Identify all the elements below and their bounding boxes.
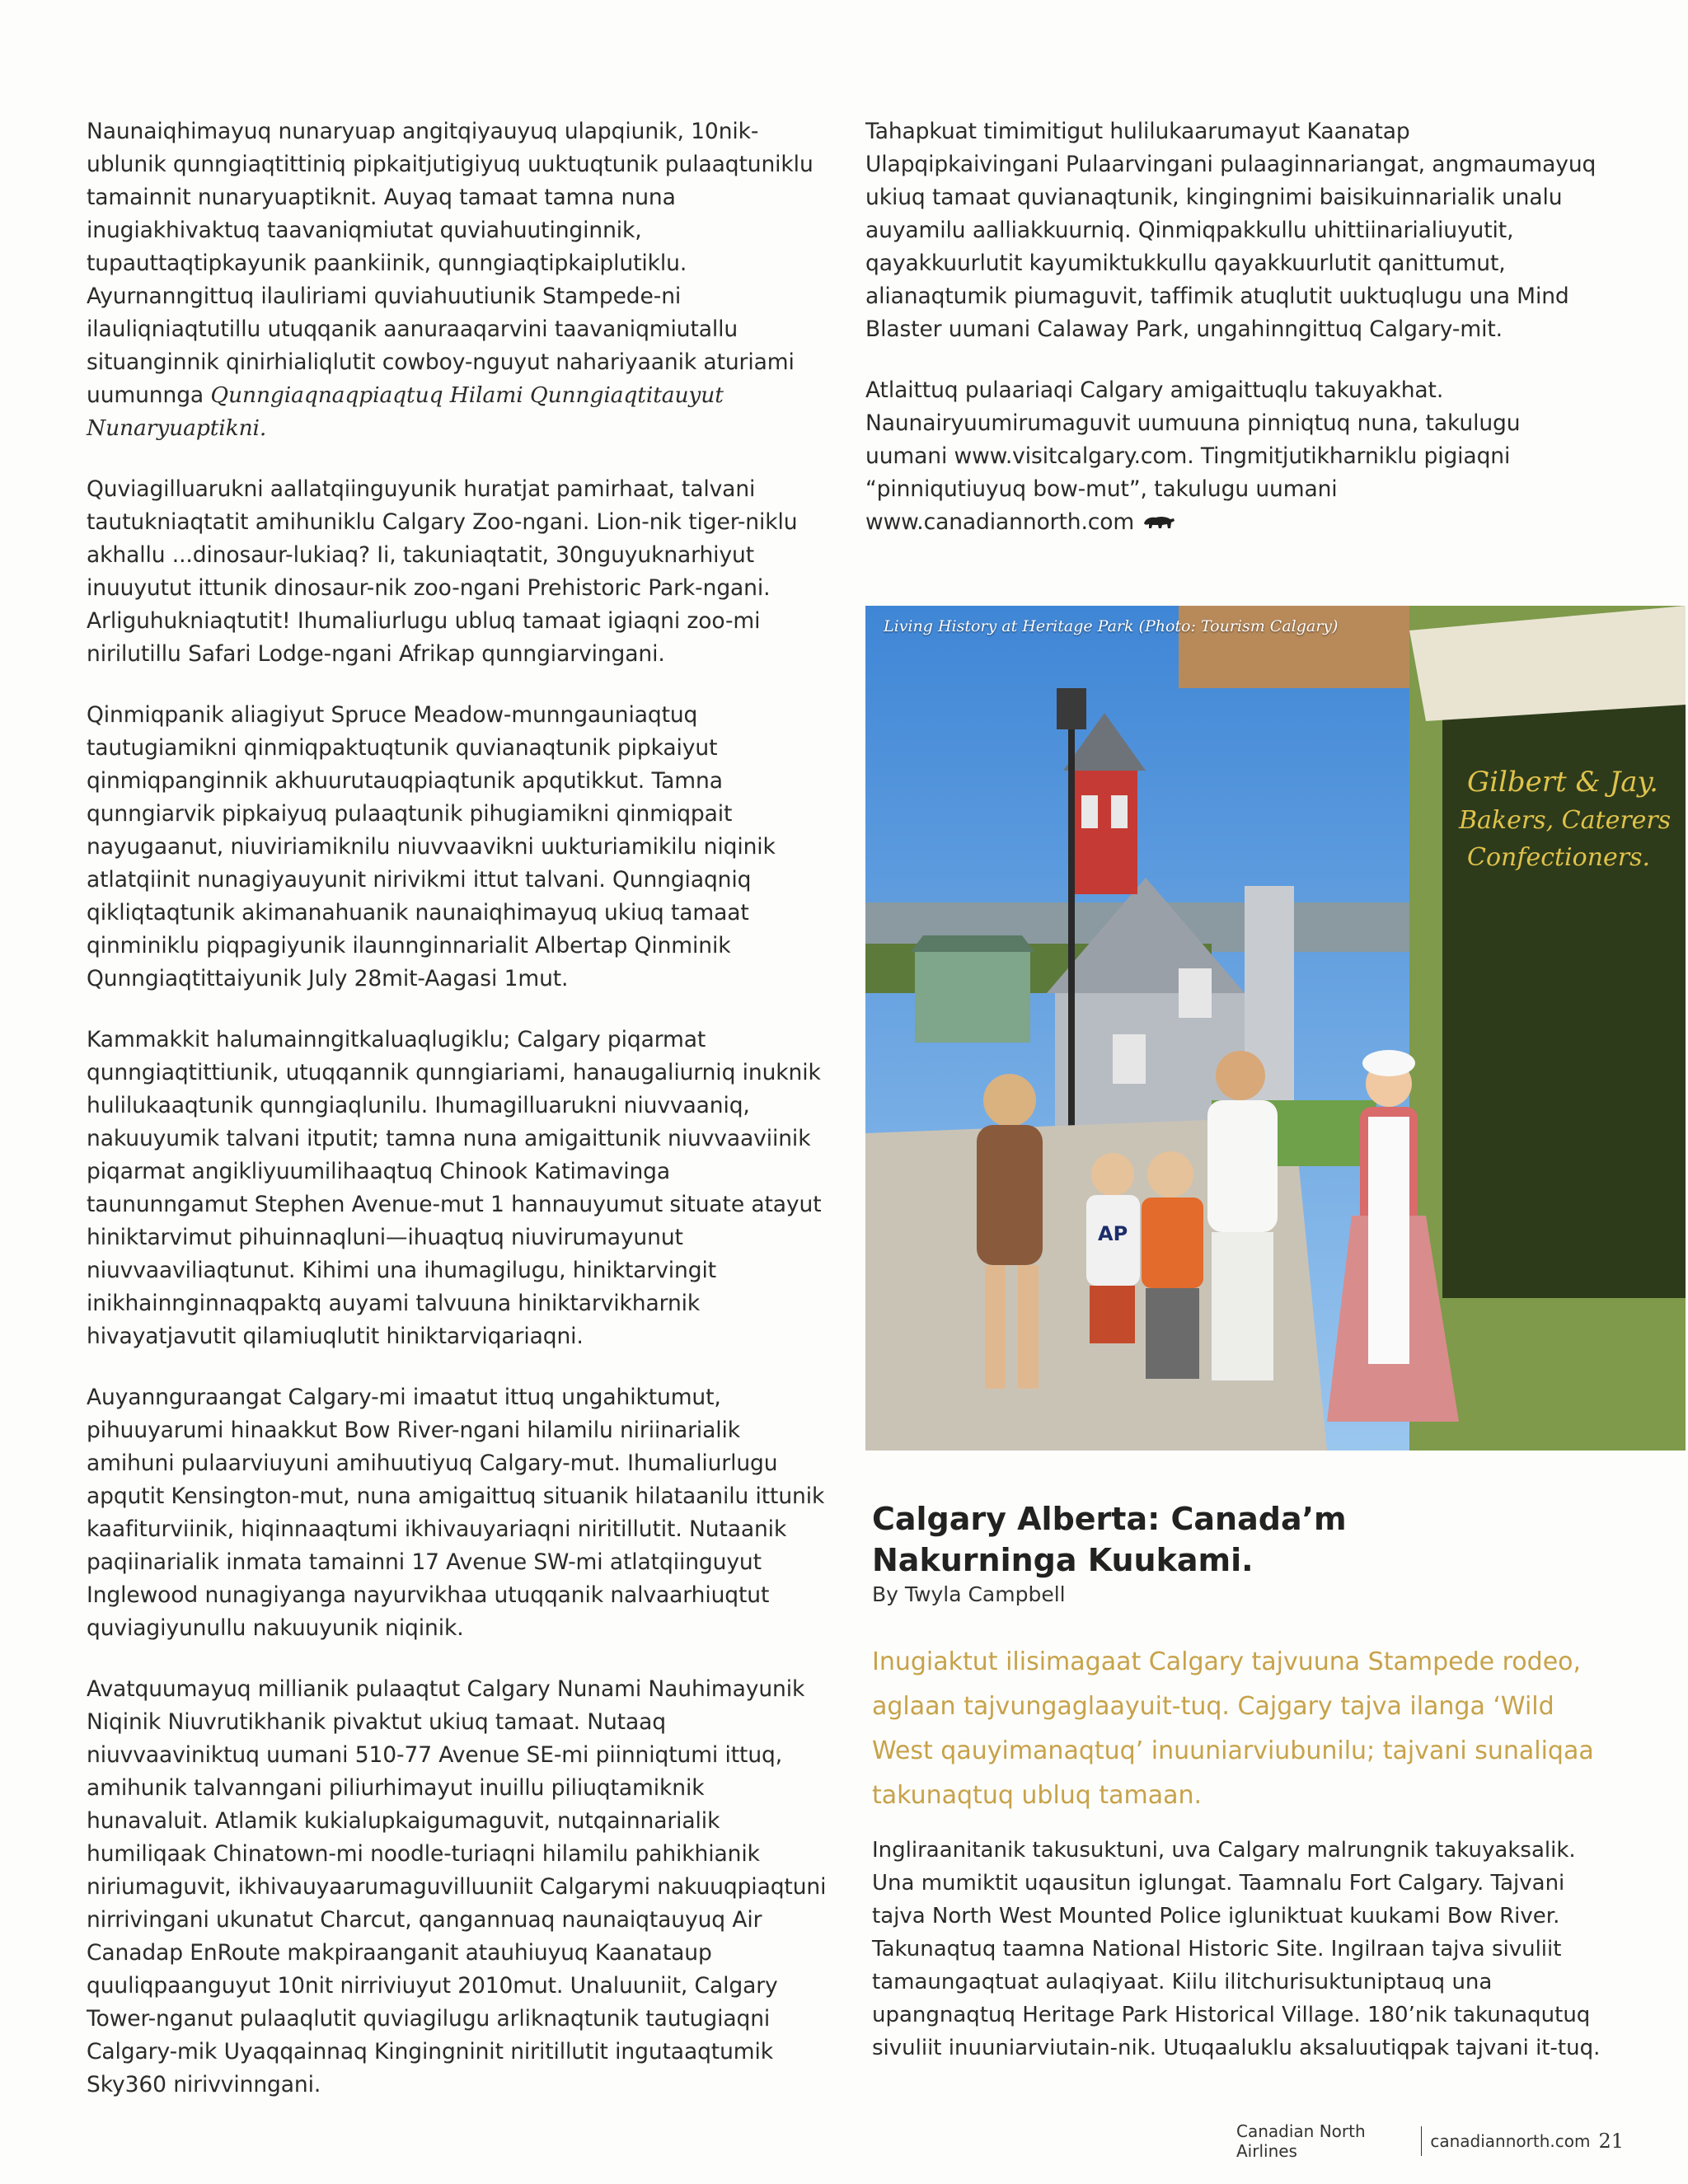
- store-sign-line3: Confectioners.: [1467, 843, 1651, 872]
- paragraph-spruce-meadows: Qinmiqpanik aliagiyut Spruce Meadow-munngauniaqtuq tautugiamikni qinmiqpaktuqtunik quvianaqtunik pipkaiyut qinmiqpanginnik akhuurutauqpiaqtunik apqutikkut. Tamna qunngiarvik pipkaiyuq pulaaqtunik pihugiamikni qinmiqpait nayugaanut, niuviriamiknilu niuvvaavikni uukturiamikilu niqinik atlatqiinit nunagiyauyunit nirivikmi ittut talvani. Qunngiaqniq qikliqtaqtunik akimanahuanik naunaiqhimayuq ukiuq tamaat qinminiklu piqpagiyunik ilaunnginnarialit Albertap Qinminik Qunngiaqtittaiyunik July 28mit-Aagasi 1mut.: [87, 702, 776, 991]
- footer-website: canadiannorth.com: [1430, 2131, 1591, 2151]
- heritage-park-photo: [865, 606, 1686, 1451]
- article-byline: By Twyla Campbell: [872, 1582, 1066, 1606]
- italic-slogan: Qunngiaqnaqpiaqtuq Hilami Qunngiaqtitauyut Nunaryuaptikni.: [87, 382, 724, 441]
- paragraph-visit-calgary: [865, 374, 1607, 540]
- store-sign-line1: Gilbert & Jay.: [1467, 766, 1658, 799]
- article-lead: Inugiaktut ilisimagaat Calgary tajvuuna Stampede rodeo, aglaan tajvungaglaayuit-tuq. Cajgary tajva ilanga ‘Wild West qauyimanaqtuq’ inuuniarviubunilu; tajvani sunaliqaa takunaqtuq ubluq tamaan.: [872, 1647, 1594, 1810]
- page-number: 21: [1598, 2130, 1624, 2153]
- title-line-1: Calgary Alberta: Canada’m: [872, 1501, 1347, 1537]
- footer-airline: Canadian North Airlines: [1236, 2121, 1366, 2161]
- photo-caption: Living History at Heritage Park (Photo: Tourism Calgary): [884, 617, 1339, 635]
- page-footer: [1236, 2121, 1624, 2161]
- article-title: [872, 1498, 1614, 1581]
- article-intro-paragraph: Ingliraanitanik takusuktuni, uva Calgary malrungnik takuyaksalik. Una mumiktit uqausitun iglungat. Taamnalu Fort Calgary. Tajvani tajva North West Mounted Police igluniktuat kuukami Bow River. Takunaqtuq taamna National Historic Site. Ingilraan tajva sivuliit tamaungaqtuat aulaqiyaat. Kiilu ilitchurisuktuniptauq una upangnaqtuq Heritage Park Historical Village. 180’nik takunaqutuq sivuliit inuuniarviutain-nik. Utuqaaluklu aksaluutiqpak tajvani it-tuq.: [872, 1838, 1601, 2060]
- paragraph-zoo: Quviagilluarukni aallatqiinguyunik huratjat pamirhaat, talvani tautukniaqtatit amihuniklu Calgary Zoo-ngani. Lion-nik tiger-niklu akhallu ...dinosaur-lukiaq? Ii, takuniaqtatit, 30nguyuknarhiyut inuuyutut ittunik dinosaur-nik zoo-ngani Prehistoric Park-ngani. Arliguhukniaqtutit! Ihumaliurlugu ubluq tamaat igiaqni zoo-mi nirilutillu Safari Lodge-ngani Afrikap qunngiarvingani.: [87, 476, 798, 667]
- paragraph-farmers-market: Avatquumayuq millianik pulaaqtut Calgary Nunami Nauhimayunik Niqinik Niuvrutikhanik pivaktut ukiuq tamaat. Nutaaq niuvvaaviniktuq uumani 510-77 Avenue SE-mi piinniqtumi ittuq, amihunik talvanngani piliurhimayut inuillu piliuqtamiknik hunavaluit. Atlamik kukialupkaigumaguvit, nutqainnarialik humiliqaak Chinatown-mi noodle-turiaqni hilamilu pahikhianik niriumaguvit, ikhivauyaarumaguvilluuniit Calgarymi nakuuqpiaqtuni nirrivingani ukunatut Charcut, qangannuaq naunaiqtauyuq Air Canadap EnRoute makpiraanganit atauhiuyuq Kaanataup quuliqpaanguyut 10nit nirriviuyut 2010mut. Unaluuniit, Calgary Tower-nganut pulaaqlutit quviagilugu arliknaqtunik tautugiaqni Calgary-mik Uyaqqainnaq Kingingninit niritillutit ingutaaqtumik Sky360 nirivvinngani.: [87, 1676, 827, 2097]
- title-line-2: Nakurninga Kuukami.: [872, 1542, 1254, 1578]
- polar-bear-icon: [1142, 507, 1175, 540]
- paragraph-stampede: [87, 115, 828, 445]
- paragraph-shopping: Kammakkit halumainngitkaluaqlugiklu; Calgary piqarmat qunngiaqtittiunik, utuqqannik qunngiariami, hanaugaliurniq inuknik hulilukaaqtunik qunngiaqlunilu. Ihumagilluarukni niuvvaaniq, nakuuyumik talvani itputit; tamna nuna amigaittunik niuvvaaviinik piqarmat angikliyuumilihaaqtuq Chinook Katimavinga taununngamut Stephen Avenue-mut 1 hannauyumut situate atayut hiniktarvimut pihuinnaqluni—ihuaqtuq niuvirumayunut niuvvaaviliaqtunut. Kihimi una ihumagilugu, hiniktarvingit inikhainnginnaqpaktq auyami talvuuna hiniktarvikharnik hivayatjavutit qilamiuqlutit hiniktarviqariaqni.: [87, 1027, 822, 1349]
- green-building: [915, 952, 1030, 1043]
- bell-tower: [1071, 771, 1137, 894]
- left-column: [87, 115, 828, 2130]
- photo-illustration: [865, 606, 1686, 1451]
- footer-divider: [1421, 2126, 1423, 2156]
- paragraph-bow-river: Auyannguraangat Calgary-mi imaatut ittuq ungahiktumut, pihuuyarumi hinaakkut Bow River-ngani hilamilu niriinarialik amihuni pulaarviuyuni amihuutiyuq Calgary-mut. Ihumaliurlugu apqutit Kensington-mut, nuna amigaittuq situanik hilataanilu ittunik kaafiturviinik, hiqinnaaqtumi ikhivauyariaqni niritillutit. Nutaanik paqiinarialik inmata tamainni 17 Avenue SW-mi atlatqiinguyut Inglewood nunagiyanga nayurvikhaa utuqqanik nalvaarhiuqtut quviagiyunullu nakuuyunik niqinik.: [87, 1385, 825, 1641]
- shirt-text: AP: [1098, 1222, 1128, 1245]
- store-sign-line2: Bakers, Caterers: [1459, 806, 1672, 835]
- paragraph-text: Naunaiqhimayuq nunaryuap angitqiyauyuq ulapqiunik, 10nik-ublunik qunngiaqtittiniq pipkaitjutigiyuq uuktuqtunik pulaaqtuniklu tamainnit nunaryuaptiknit. Auyaq tamaat tamna nuna inugiakhivaktuq taavaniqmiutat quviahuutinginnik, tupauttaqtipkayunik paankiinik, qunngiaqtipkaiplutiklu. Ayurnanngittuq ilauliriami quviahuutiunik Stampede-ni ilauliqniaqtutillu utuqqanik aanuraaqarvini taavaniqmiutallu situanginnik qinirhialiqlutit cowboy-nguyut nahariyaanik aturiami uumunnga: [87, 119, 814, 408]
- boy-white-shirt: [1086, 1153, 1140, 1343]
- paragraph-calaway-park: Tahapkuat timimitigut hulilukaarumayut Kaanatap Ulapqipkaivingani Pulaarvingani pulaaginnariangat, angmaumayuq ukiuq tamaat quvianaqtunik, kingingnimi baisikuinnarialik unalu auyamilu aalliakkuurniq. Qinmiqpakkullu uhittiinarialiuyutit, qayakkuurlutit kayumiktukkullu qayakkuurlutit qanittumut, alianaqtumik piumaguvit, taffimik atuqlutit uuktuqlugu una Mind Blaster uumani Calaway Park, ungahinngittuq Calgary-mit.: [865, 119, 1597, 342]
- lamp-post: [1068, 721, 1075, 1183]
- paragraph-text: Atlaittuq pulaariaqi Calgary amigaittuqlu takuyakhat. Naunairyuumirumaguvit uumuuna pinniqtuq nuna, takulugu uumani www.visitcalgary.com. Tingmitjutikharniklu pigiaqni “pinniqutiuyuq bow-mut”, takulugu uumani www.canadiannorth.com: [865, 377, 1521, 535]
- right-column-top: [865, 115, 1607, 568]
